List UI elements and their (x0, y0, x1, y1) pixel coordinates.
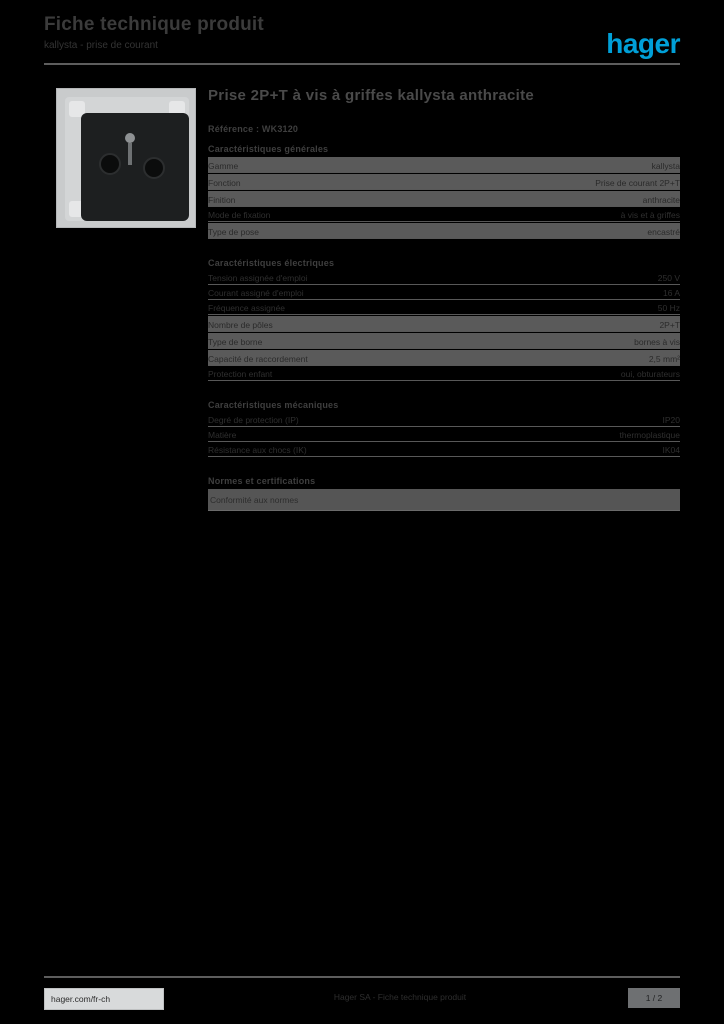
table-row (208, 428, 680, 442)
table-row (208, 157, 680, 173)
page-number: 1 / 2 (628, 988, 680, 1008)
spec-value: anthracite (642, 195, 680, 205)
spec-key: Tension assignée d'emploi (208, 273, 308, 283)
product-reference-label: Référence : WK3120 (208, 124, 299, 134)
spec-value: bornes à vis (634, 337, 680, 347)
spec-value: Prise de courant 2P+T (595, 178, 680, 188)
spec-value: à vis et à griffes (620, 210, 680, 220)
section-title: Caractéristiques électriques (208, 258, 335, 268)
table-row (208, 191, 680, 207)
spec-value: 250 V (657, 273, 680, 283)
table-row (208, 208, 680, 222)
section-electrical (208, 258, 680, 381)
table-row (208, 301, 680, 315)
section-title: Normes et certifications (208, 476, 316, 486)
spec-value: IK04 (662, 445, 680, 455)
document-header (44, 14, 680, 62)
table-row (208, 413, 680, 427)
table-row (208, 271, 680, 285)
spec-value: 2,5 mm² (648, 354, 680, 364)
socket-plate (65, 97, 189, 221)
spec-value: thermoplastique (619, 430, 680, 440)
section-title: Caractéristiques mécaniques (208, 400, 339, 410)
spec-key: Mode de fixation (208, 210, 271, 220)
spec-value: kallysta (651, 161, 680, 171)
footer-divider (44, 976, 680, 978)
spec-key: Capacité de raccordement (208, 354, 308, 364)
table-row (208, 367, 680, 381)
product-content (208, 86, 680, 521)
footer-text: Hager SA - Fiche technique produit (333, 992, 467, 1002)
spec-key: Matière (208, 430, 237, 440)
spec-key: Nombre de pôles (208, 320, 273, 330)
spec-value: 2P+T (659, 320, 680, 330)
spec-value: 50 Hz (657, 303, 680, 313)
section-general (208, 144, 680, 239)
spec-key: Finition (208, 195, 236, 205)
spec-key: Degré de protection (IP) (208, 415, 299, 425)
table-row (208, 174, 680, 190)
section-gap (208, 467, 680, 476)
spec-key: Fréquence assignée (208, 303, 286, 313)
earth-stem-icon (128, 143, 132, 165)
spec-value: 16 A (662, 288, 680, 298)
page-title: Fiche technique produit (44, 14, 264, 35)
page-subtitle: kallysta - prise de courant (44, 40, 158, 51)
section-gap (208, 249, 680, 258)
hager-logo: hager (606, 28, 680, 59)
footer-url-link[interactable]: hager.com/fr-ch (44, 988, 164, 1010)
section-gap (208, 391, 680, 400)
header-divider (44, 63, 680, 65)
spec-value: IP20 (662, 415, 680, 425)
spec-key: Courant assigné d'emploi (208, 288, 304, 298)
spec-key: Gamme (208, 161, 239, 171)
section-mechanical (208, 400, 680, 457)
earth-pin-icon (125, 133, 135, 143)
table-row (208, 333, 680, 349)
spec-key: Type de borne (208, 337, 263, 347)
section-title: Caractéristiques générales (208, 144, 329, 154)
spec-key: Type de pose (208, 227, 260, 237)
spec-value: encastré (647, 227, 680, 237)
product-name: Prise 2P+T à vis à griffes kallysta anthracite (208, 87, 535, 104)
spec-value: oui, obturateurs (620, 369, 680, 379)
table-row (208, 489, 680, 511)
spec-key: Résistance aux chocs (IK) (208, 445, 307, 455)
socket-hole-left-icon (99, 153, 121, 175)
table-row (208, 223, 680, 239)
spec-key: Protection enfant (208, 369, 273, 379)
table-row (208, 286, 680, 300)
spec-key: Conformité aux normes (210, 494, 299, 505)
spec-key: Fonction (208, 178, 241, 188)
socket-hole-right-icon (143, 157, 165, 179)
table-row (208, 316, 680, 332)
socket-face (81, 113, 189, 221)
table-row (208, 443, 680, 457)
product-image (56, 88, 196, 228)
table-row (208, 350, 680, 366)
section-standards (208, 476, 680, 511)
product-reference (208, 124, 680, 134)
